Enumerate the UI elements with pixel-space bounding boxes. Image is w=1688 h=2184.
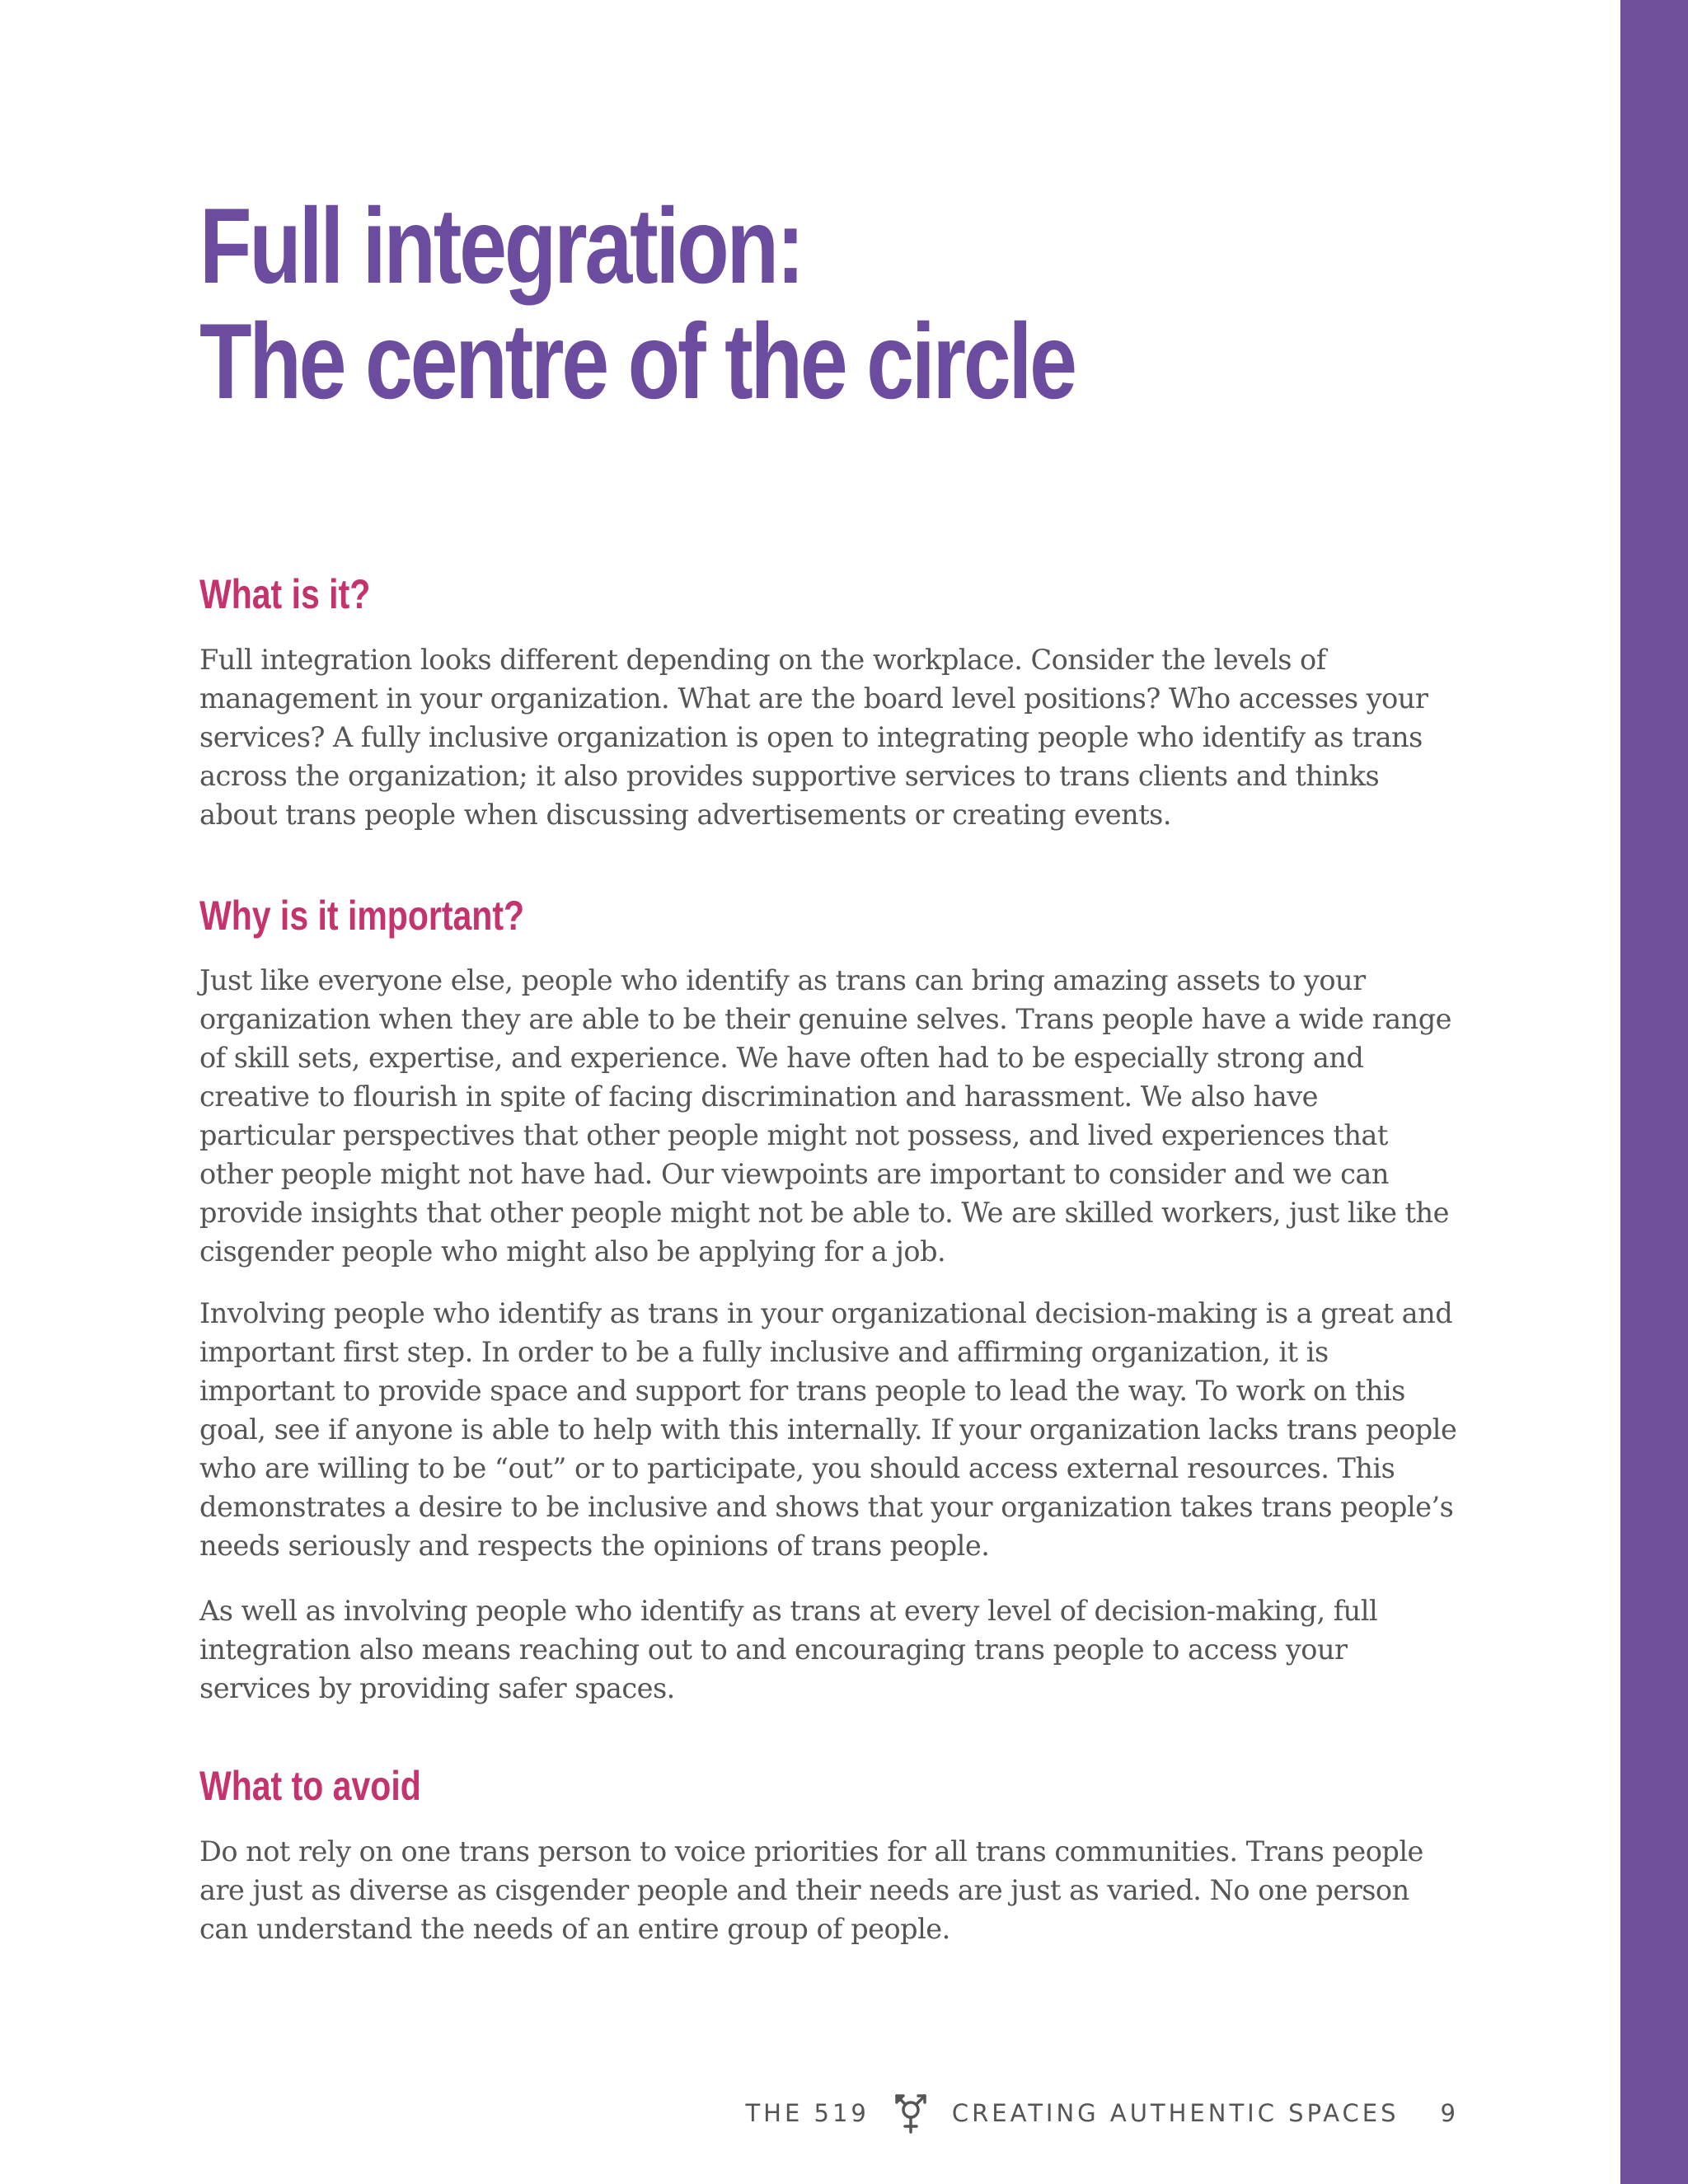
section-heading-what-to-avoid: What to avoid: [199, 1763, 421, 1809]
footer-publication-title: CREATING AUTHENTIC SPACES: [951, 2099, 1400, 2127]
page-title: [199, 185, 1075, 421]
footer-org-name: THE 519: [745, 2099, 870, 2127]
page-number: 9: [1440, 2099, 1456, 2127]
page-title-line-1: Full integration:: [199, 185, 803, 306]
paragraph-why-important-3: As well as involving people who identify as trans at every level of decision-making, full integration also means reaching out to and encouraging trans people to access your services by providing safer spaces.: [199, 1595, 1378, 1704]
section-heading-what-is-it: What is it?: [199, 571, 371, 617]
side-color-bar: [1620, 0, 1688, 2184]
paragraph-why-important-2: Involving people who identify as trans in your organizational decision-making is a great and important first step. In order to be a fully inclusive and affirming organization, it is important to provide space and support for trans people to lead the way. To work on this goal, see if anyone is able to help with this internally. If your organization lacks trans people who are willing to be “out” or to participate, you should access external resources. This demonstrates a desire to be inclusive and shows that your organization takes trans people’s needs seriously and respects the opinions of trans people.: [199, 1297, 1457, 1562]
page-footer: [745, 2092, 1456, 2135]
paragraph-why-important-1: Just like everyone else, people who identify as trans can bring amazing assets to your organization when they are able to be their genuine selves. Trans people have a wide range of skill sets, expertise, and experience. We have often had to be especially strong and creative to flourish in spite of facing discrimination and harassment. We also have particular perspectives that other people might not possess, and lived experiences that other people might not have had. Our viewpoints are important to consider and we can provide insights that other people might not be able to. We are skilled workers, just like the cisgender people who might also be applying for a job.: [199, 964, 1451, 1268]
section-heading-why-important: Why is it important?: [199, 893, 525, 939]
paragraph-what-is-it: Full integration looks different depending on the workplace. Consider the levels of management in your organization. What are the board level positions? Who accesses your services? A fully inclusive organization is open to integrating people who identify as trans across the organization; it also provides supportive services to trans clients and thinks about trans people when discussing advertisements or creating events.: [199, 644, 1428, 831]
page-title-line-2: The centre of the circle: [199, 301, 1075, 421]
paragraph-what-to-avoid: Do not rely on one trans person to voice priorities for all trans communities. Trans people are just as diverse as cisgender people and their needs are just as varied. No one person can understand the needs of an entire group of people.: [199, 1835, 1423, 1945]
transgender-symbol-icon: [893, 2092, 929, 2135]
